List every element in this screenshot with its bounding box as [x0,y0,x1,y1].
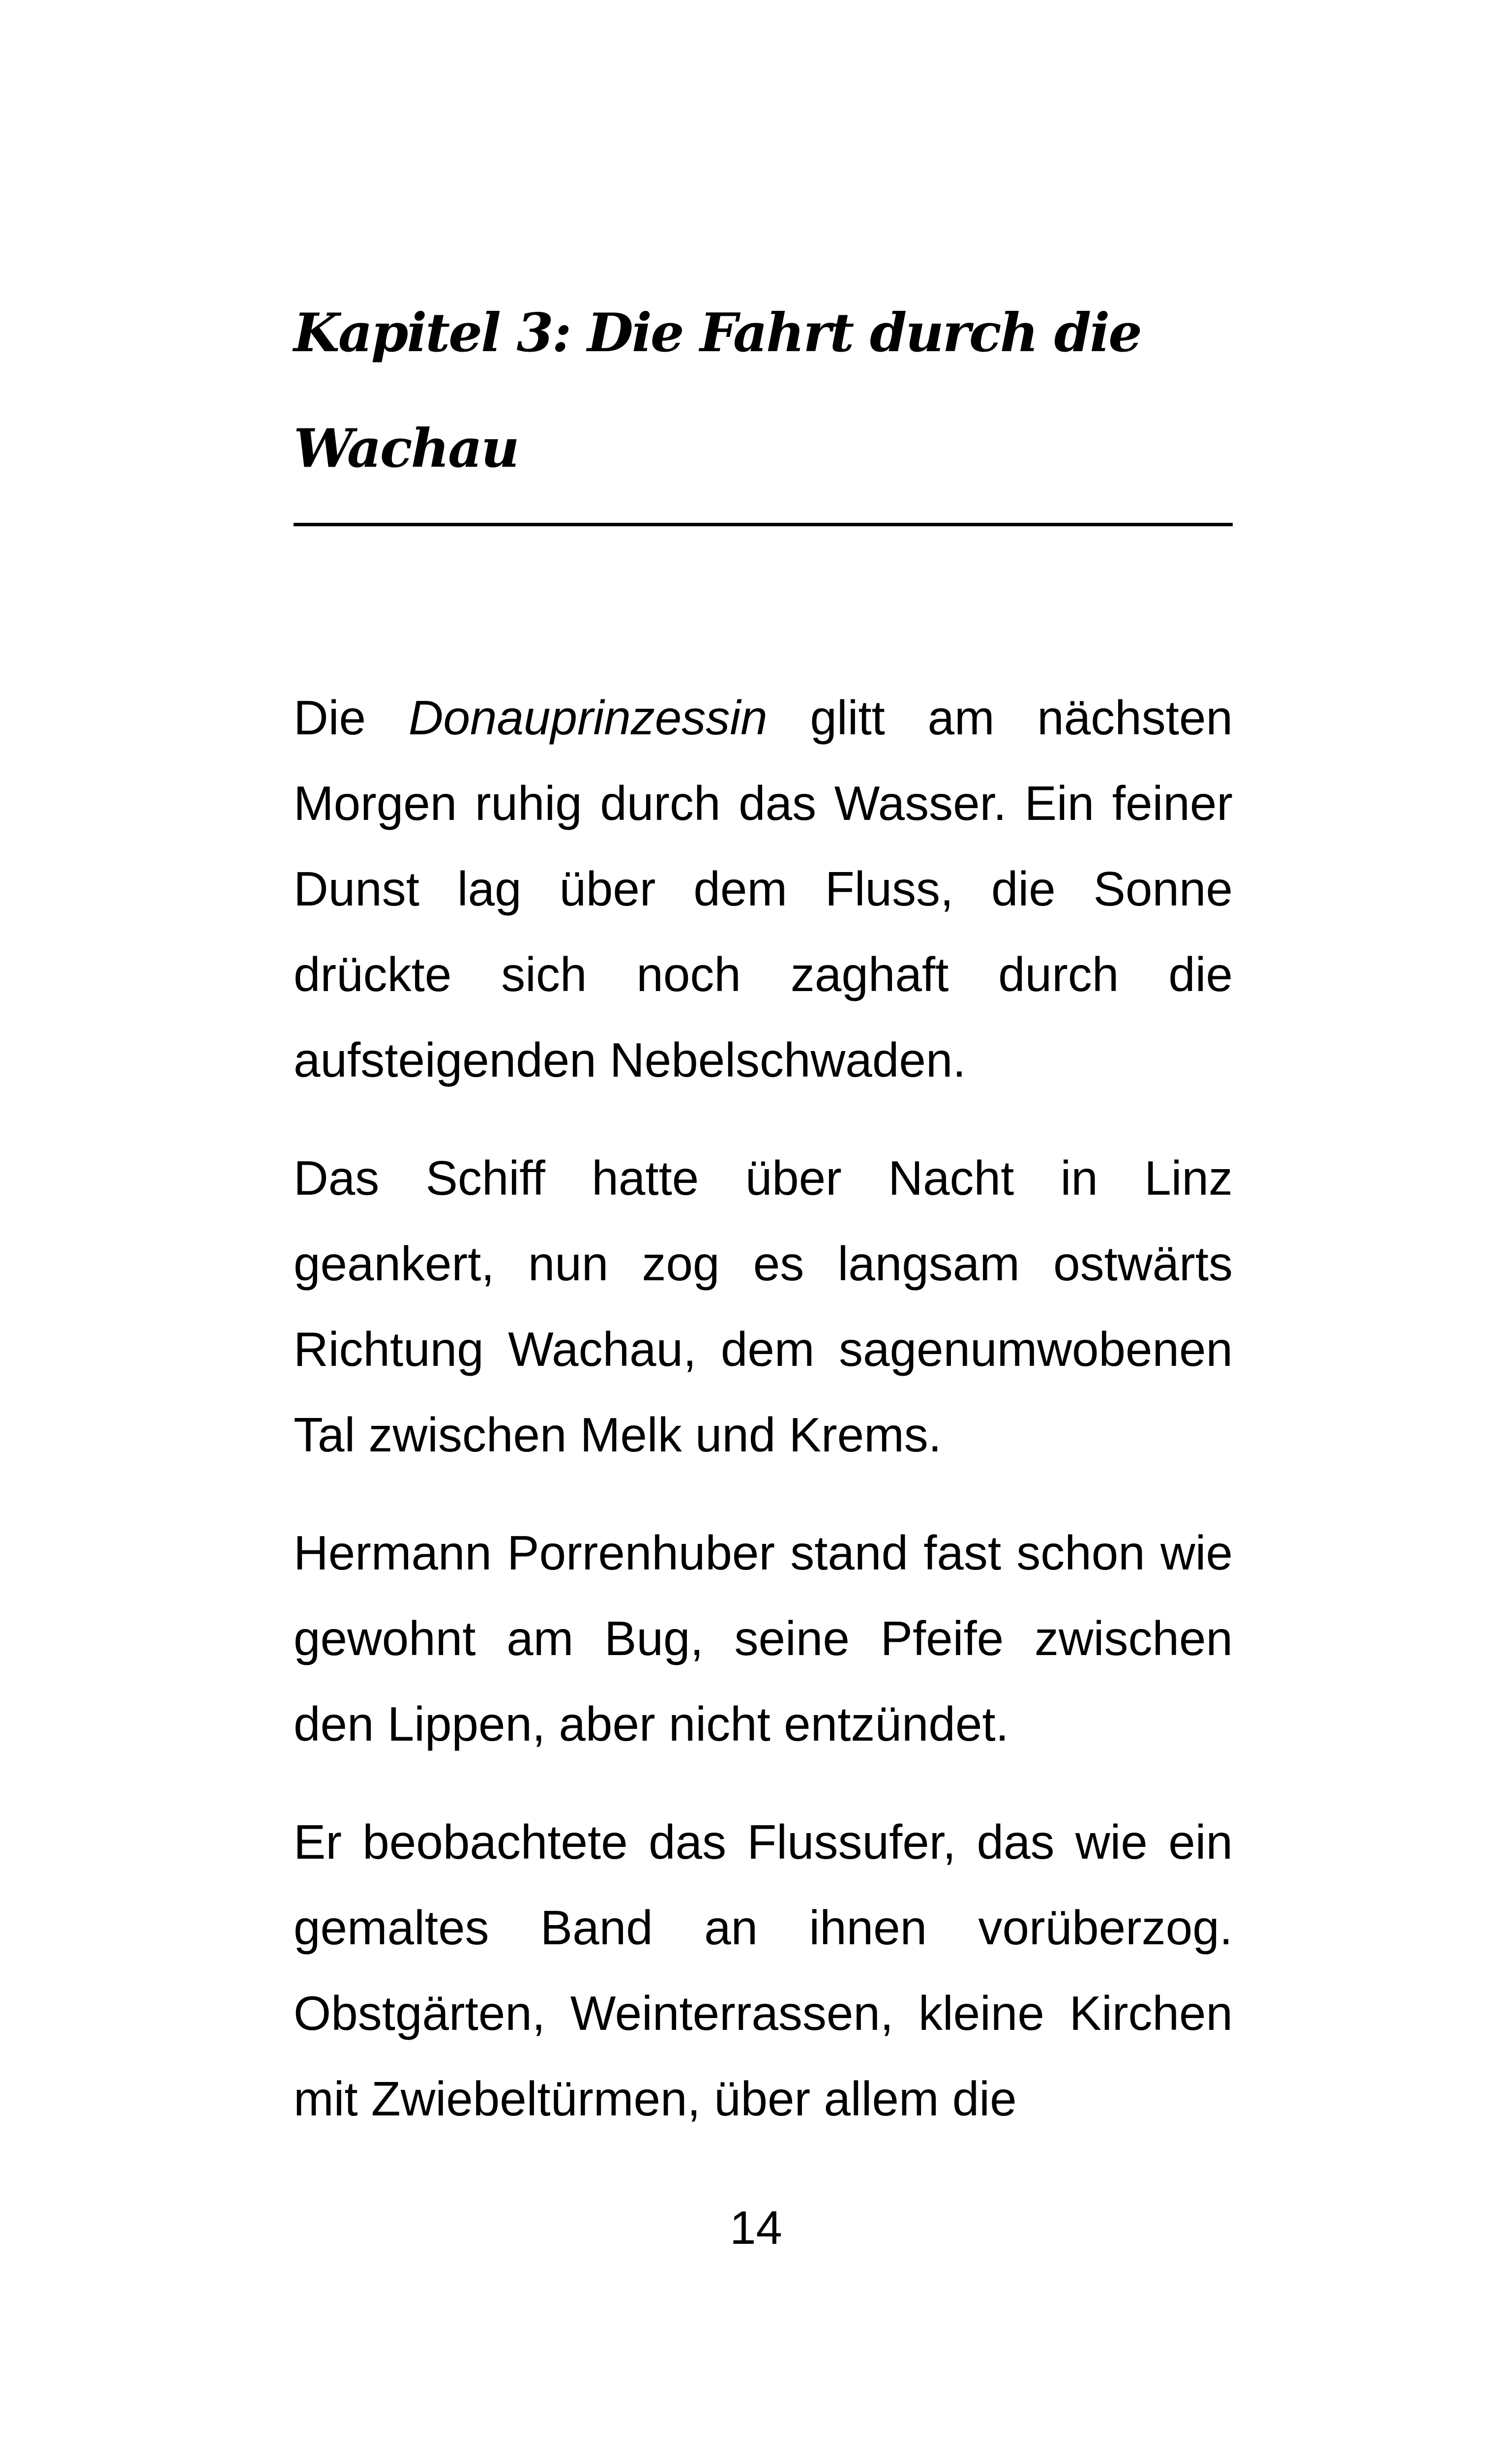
paragraph-3: Hermann Porrenhuber stand fast schon wie gewohnt am Bug, seine Pfeife zwischen den Lippen, aber nicht entzündet. [294,1526,1233,1751]
paragraph-1-rest: glitt am nächsten Morgen ruhig durch das Wasser. Ein feiner Dunst lag über dem Fluss, die Sonne drückte sich noch zaghaft durch die aufsteigenden Nebelschwaden. [294,691,1233,1087]
paragraph-1 [294,675,1233,1103]
page-number: 14 [730,2202,782,2254]
chapter-body [294,675,1233,2174]
chapter-title: Kapitel 3: Die Fahrt durch die Wachau [294,302,1141,480]
paragraph-4: Er beobachtete das Flussufer, das wie ein gemaltes Band an ihnen vorüberzog. Obstgärten, Weinterrassen, kleine Kirchen mit Zwiebeltürmen, über allem die [294,1815,1233,2126]
title-divider [294,523,1233,526]
paragraph-1-start: Die [294,691,409,745]
paragraph-2: Das Schiff hatte über Nacht in Linz geankert, nun zog es langsam ostwärts Richtung Wachau, dem sagenumwobenen Tal zwischen Melk und Krems. [294,1151,1233,1462]
ship-name: Donauprinzessin [408,691,768,745]
